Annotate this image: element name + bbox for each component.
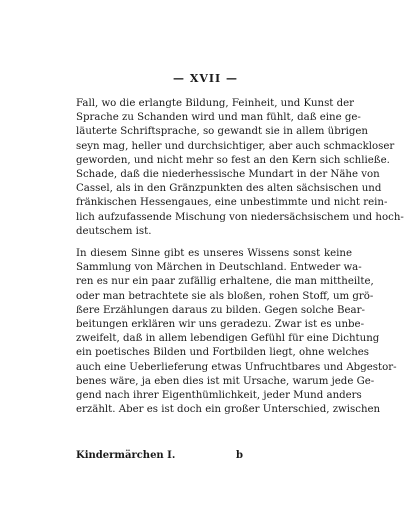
text-line: gend nach ihrer Eigenthümlichkeit, jeder Mund anders [76, 390, 362, 402]
text-line: zweifelt, daß in allem lebendigen Gefühl für eine Dichtung [76, 333, 380, 345]
text-line: Sprache zu Schanden wird und man fühlt, daß eine ge- [76, 112, 361, 124]
text-line: ein poetisches Bilden und Fortbilden liegt, ohne welches [76, 347, 370, 359]
text-line: oder man betrachtete sie als bloßen, rohen Stoff, um grö- [76, 290, 374, 302]
text-line: Fall, wo die erlangte Bildung, Feinheit, und Kunst der [76, 98, 355, 109]
text-line: geworden, und nicht mehr so fest an den Kern sich schließe. [76, 154, 390, 166]
text-line: ren es nur ein paar zufällig erhaltene, die man mittheilte, [76, 276, 374, 288]
paragraph-2 [76, 247, 397, 417]
text-line: läuterte Schriftsprache, so gewandt sie in allem übrigen [76, 126, 368, 138]
text-line: Cassel, als in den Gränzpunkten des alten sächsischen und [76, 183, 382, 195]
paragraph-1 [76, 97, 404, 239]
text-line: In diesem Sinne gibt es unseres Wissens sonst keine [76, 248, 352, 259]
page-footer [76, 450, 352, 464]
text-line: fränkischen Hessengaues, eine unbestimmte und nicht rein- [76, 197, 388, 209]
text-line: lich aufzufassende Mischung von niedersächsischem und hoch- [76, 211, 404, 223]
text-line: beitungen erklären wir uns geradezu. Zwar ist es unbe- [76, 319, 365, 331]
text-line: ßere Erzählungen daraus zu bilden. Gegen solche Bear- [76, 304, 365, 316]
text-line: Schade, daß die niederhessische Mundart in der Nähe von [76, 169, 380, 181]
footer-title: Kindermärchen I. [76, 450, 176, 461]
text-line: Sammlung von Märchen in Deutschland. Entweder wa- [76, 262, 362, 274]
text-line: deutschem ist. [76, 225, 152, 237]
text-line: erzählt. Aber es ist doch ein großer Unterschied, zwischen [76, 404, 381, 416]
text-line: seyn mag, heller und durchsichtiger, aber auch schmackloser [76, 140, 395, 152]
page-number: — XVII — [172, 72, 239, 85]
signature-mark: b [236, 450, 243, 461]
text-line: auch eine Ueberlieferung etwas Unfruchtbares und Abgestor- [76, 361, 397, 373]
text-line: benes wäre, ja eben dies ist mit Ursache, warum jede Ge- [76, 375, 375, 387]
